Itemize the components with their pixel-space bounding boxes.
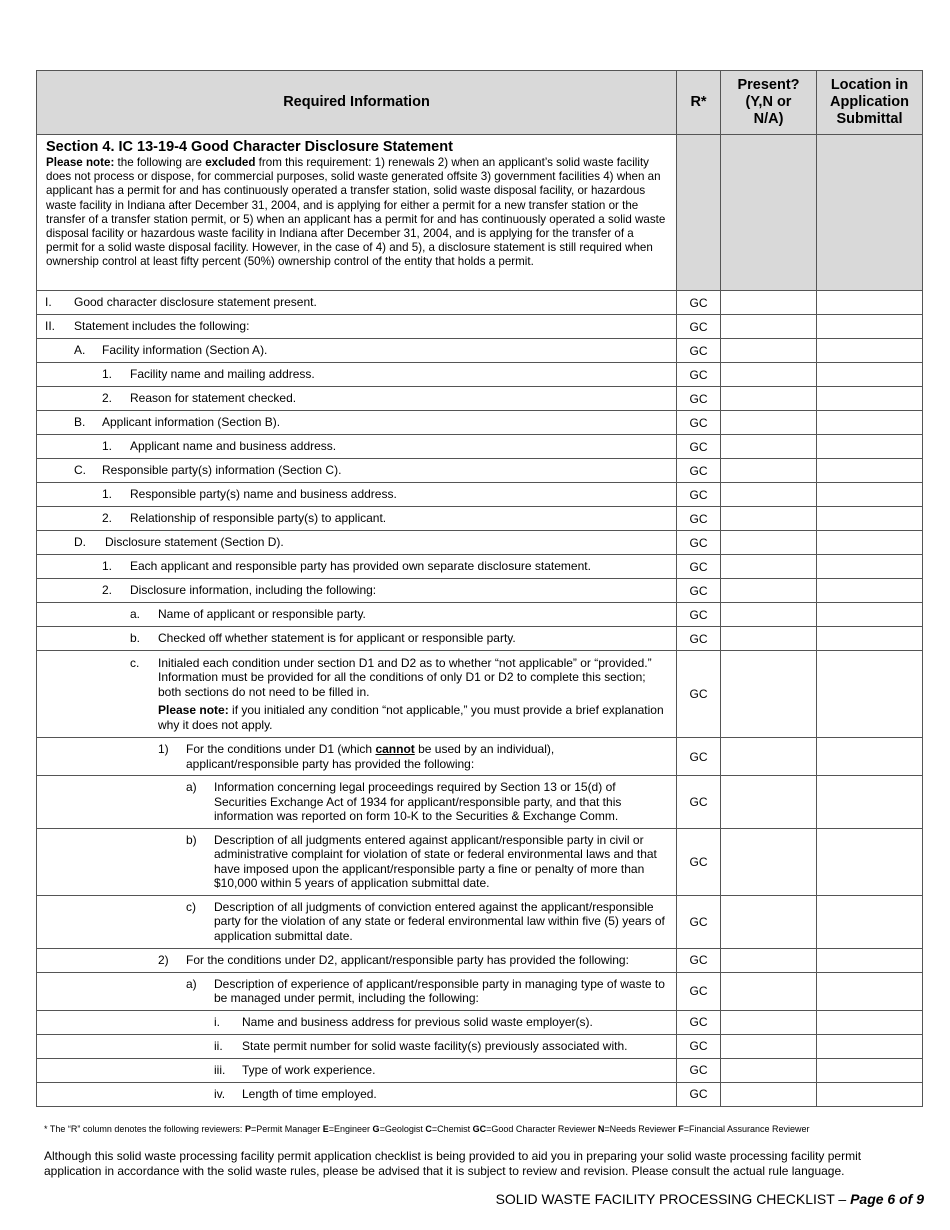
present-cell[interactable] — [721, 435, 817, 459]
header-row — [37, 71, 923, 135]
header-present: Present? (Y,N or N/A) — [721, 71, 817, 135]
table-row — [37, 363, 923, 387]
table-row — [37, 579, 923, 603]
item-label: b) — [186, 832, 197, 847]
present-cell[interactable] — [721, 651, 817, 738]
item-label: B. — [74, 415, 86, 430]
table-row — [37, 291, 923, 315]
present-cell[interactable] — [721, 1034, 817, 1058]
table-row — [37, 895, 923, 948]
item-text: Disclosure statement (Section D). — [105, 535, 284, 550]
item-text: Name of applicant or responsible party. — [158, 607, 366, 622]
present-cell[interactable] — [721, 315, 817, 339]
location-cell[interactable] — [817, 1082, 923, 1106]
reviewer-code: GC — [677, 627, 721, 651]
item-label: 1. — [102, 367, 113, 382]
table-row — [37, 483, 923, 507]
table-row — [37, 651, 923, 738]
location-cell[interactable] — [817, 531, 923, 555]
footnote-code: E — [322, 1124, 329, 1134]
reviewer-code: GC — [677, 895, 721, 948]
checklist-table — [36, 70, 923, 1107]
present-cell[interactable] — [721, 579, 817, 603]
section-note-b: from this requirement: 1) renewals 2) when an applicant’s solid waste facility does not process or dispose, for commercial purposes, solid waste generated offsite 3) government facilities 4) when an applicant has a permit for and has continuously operated a transfer station, solid waste disposal facility, or hazardous waste facility in Indiana after December 31, 2004, and is applying for either a permit for a new transfer station or the transfer of a transfer station permit, or 5) when an applicant has a permit for and has continuously operated a solid waste disposal facility or hazardous waste facility in Indiana after December 31, 2004, and is applying for the transfer of a permit for a solid waste disposal facility. However, in the case of 4) and 5), a disclosure statement is still required when ownership control at least fifty percent (50%) ownership control of the entity that holds a permit. — [46, 156, 666, 269]
location-cell[interactable] — [817, 948, 923, 972]
item-label: 1) — [158, 742, 169, 756]
reviewer-code: GC — [677, 738, 721, 776]
location-cell[interactable] — [817, 459, 923, 483]
present-cell[interactable] — [721, 483, 817, 507]
item-label: a) — [186, 976, 197, 991]
header-required-info: Required Information — [37, 71, 677, 135]
item-text-emphasis: cannot — [375, 742, 415, 756]
location-cell[interactable] — [817, 1034, 923, 1058]
footnote-desc: =Needs Reviewer — [604, 1124, 679, 1134]
item-label: 1. — [102, 559, 113, 574]
table-row — [37, 339, 923, 363]
reviewer-code: GC — [677, 1082, 721, 1106]
present-cell[interactable] — [721, 507, 817, 531]
table-row — [37, 555, 923, 579]
reviewer-code: GC — [677, 435, 721, 459]
item-label: b. — [130, 631, 141, 646]
item-text: Facility information (Section A). — [102, 343, 268, 358]
section-note-a: the following are — [114, 156, 206, 169]
page-number: Page 6 of 9 — [850, 1191, 924, 1207]
section-title: Section 4. IC 13-19-4 Good Character Disclosure Statement — [46, 139, 453, 155]
item-text: Checked off whether statement is for applicant or responsible party. — [158, 631, 516, 646]
reviewer-code: GC — [677, 651, 721, 738]
footer-title: SOLID WASTE FACILITY PROCESSING CHECKLIST – — [495, 1191, 851, 1207]
present-cell[interactable] — [721, 363, 817, 387]
item-note-label: Please note: — [158, 703, 229, 718]
item-text: Initialed each condition under section D1 and D2 as to whether “not applicable” or “provided.” Information must be provided for all the conditions of only D1 or D2 to complete this section; both sections do not need to be filled in. — [158, 655, 652, 699]
section-note-label: Please note: — [46, 156, 115, 169]
item-label: iii. — [214, 1062, 226, 1077]
section-row — [37, 135, 923, 291]
disclaimer: Although this solid waste processing facility permit application checklist is being provided to aid you in preparing your solid waste processing facility permit application in accordance with the solid waste rules, please be advised that it is subject to review and revision. Please consult the actual rule language. — [44, 1149, 862, 1178]
location-cell[interactable] — [817, 315, 923, 339]
location-cell[interactable] — [817, 579, 923, 603]
item-text: Description of all judgments of conviction entered against the applicant/responsible party for the violation of any state or federal environmental law within five (5) years of application submittal date. — [214, 899, 665, 943]
table-row — [37, 828, 923, 895]
section-cell — [37, 135, 677, 291]
table-row — [37, 411, 923, 435]
section-note-bold: excluded — [205, 156, 256, 169]
reviewer-code: GC — [677, 507, 721, 531]
item-text-b: be used by an individual), applicant/responsible party has provided the following: — [186, 742, 555, 771]
item-text: Type of work experience. — [242, 1062, 376, 1077]
reviewer-code: GC — [677, 387, 721, 411]
present-cell[interactable] — [721, 339, 817, 363]
location-cell[interactable] — [817, 651, 923, 738]
footnote-code: GC — [472, 1124, 487, 1134]
present-cell[interactable] — [721, 972, 817, 1010]
reviewer-code: GC — [677, 972, 721, 1010]
reviewer-code: GC — [677, 291, 721, 315]
footnote-desc: =Financial Assurance Reviewer — [683, 1124, 810, 1134]
item-label: 1. — [102, 439, 113, 454]
section-note — [46, 156, 668, 270]
location-cell[interactable] — [817, 291, 923, 315]
footnote-prefix: * The “R” column denotes the following reviewers: — [44, 1124, 245, 1134]
header-location: Location in Application Submittal — [817, 71, 923, 135]
table-row — [37, 315, 923, 339]
item-label: 2. — [102, 583, 113, 598]
table-row — [37, 1010, 923, 1034]
item-text-a: For the conditions under D1 (which — [186, 742, 376, 756]
location-cell[interactable] — [817, 895, 923, 948]
item-label: iv. — [214, 1086, 226, 1101]
item-text: Applicant name and business address. — [130, 439, 337, 454]
page-footer — [496, 1191, 924, 1207]
footnote-code: N — [597, 1124, 605, 1134]
item-label: i. — [214, 1014, 220, 1029]
item-label: 2. — [102, 511, 113, 526]
item-label: c. — [130, 655, 140, 670]
table-row — [37, 387, 923, 411]
present-cell[interactable] — [721, 291, 817, 315]
section-location-cell — [817, 135, 923, 291]
location-cell[interactable] — [817, 555, 923, 579]
item-label: ii. — [214, 1038, 223, 1053]
footnote-code: G — [372, 1124, 380, 1134]
reviewer-code: GC — [677, 603, 721, 627]
location-cell[interactable] — [817, 411, 923, 435]
footnote-code: P — [244, 1124, 251, 1134]
item-text: Good character disclosure statement present. — [74, 295, 317, 310]
table-row — [37, 531, 923, 555]
footnote-desc: =Chemist — [431, 1124, 473, 1134]
item-text: Disclosure information, including the following: — [130, 583, 377, 598]
present-cell[interactable] — [721, 895, 817, 948]
table-row — [37, 1034, 923, 1058]
table-row — [37, 776, 923, 829]
location-cell[interactable] — [817, 435, 923, 459]
item-text: Relationship of responsible party(s) to applicant. — [130, 511, 387, 526]
table-row — [37, 507, 923, 531]
item-text: Applicant information (Section B). — [102, 415, 281, 430]
location-cell[interactable] — [817, 507, 923, 531]
item-text: State permit number for solid waste facility(s) previously associated with. — [242, 1038, 628, 1053]
location-cell[interactable] — [817, 483, 923, 507]
reviewer-footnote — [44, 1124, 810, 1134]
reviewer-code: GC — [677, 483, 721, 507]
location-cell[interactable] — [817, 1010, 923, 1034]
present-cell[interactable] — [721, 828, 817, 895]
reviewer-code: GC — [677, 1034, 721, 1058]
item-text: Responsible party(s) name and business address. — [130, 487, 397, 502]
item-text: Statement includes the following: — [74, 319, 250, 334]
footnote-desc: =Engineer — [328, 1124, 373, 1134]
present-cell[interactable] — [721, 1010, 817, 1034]
reviewer-code: GC — [677, 531, 721, 555]
table-row — [37, 627, 923, 651]
reviewer-code: GC — [677, 411, 721, 435]
location-cell[interactable] — [817, 339, 923, 363]
item-label: D. — [74, 535, 86, 550]
reviewer-code: GC — [677, 315, 721, 339]
reviewer-code: GC — [677, 555, 721, 579]
table-row — [37, 435, 923, 459]
location-cell[interactable] — [817, 603, 923, 627]
table-row — [37, 738, 923, 776]
present-cell[interactable] — [721, 555, 817, 579]
item-text: Name and business address for previous solid waste employer(s). — [242, 1014, 593, 1029]
reviewer-code: GC — [677, 459, 721, 483]
item-note-text: if you initialed any condition “not applicable,” you must provide a brief explanation why it does not apply. — [158, 703, 664, 732]
reviewer-code: GC — [677, 339, 721, 363]
location-cell[interactable] — [817, 776, 923, 829]
item-label: 1. — [102, 487, 113, 502]
table-row — [37, 972, 923, 1010]
item-label: I. — [45, 295, 52, 310]
item-text: For the conditions under D2, applicant/responsible party has provided the following: — [186, 952, 629, 967]
reviewer-code: GC — [677, 363, 721, 387]
item-text: Responsible party(s) information (Section C). — [102, 463, 342, 478]
table-row — [37, 603, 923, 627]
item-text: Information concerning legal proceedings required by Section 13 or 15(d) of Securities Exchange Act of 1934 for applicant/responsible party, and that this information was reported on form 10-K to the Securities & Exchange Comm. — [214, 780, 622, 823]
present-cell[interactable] — [721, 531, 817, 555]
item-text: Reason for statement checked. — [130, 391, 297, 406]
reviewer-code: GC — [677, 1058, 721, 1082]
item-label: a) — [186, 780, 197, 794]
present-cell[interactable] — [721, 627, 817, 651]
present-cell[interactable] — [721, 738, 817, 776]
present-cell[interactable] — [721, 459, 817, 483]
reviewer-code: GC — [677, 579, 721, 603]
footnote-code: F — [678, 1124, 684, 1134]
reviewer-code: GC — [677, 1010, 721, 1034]
item-text: Facility name and mailing address. — [130, 367, 315, 382]
reviewer-code: GC — [677, 776, 721, 829]
table-row — [37, 459, 923, 483]
footnote-desc: =Permit Manager — [250, 1124, 323, 1134]
reviewer-code: GC — [677, 948, 721, 972]
present-cell[interactable] — [721, 387, 817, 411]
item-text: Length of time employed. — [242, 1086, 377, 1101]
item-label: c) — [186, 899, 196, 914]
table-row — [37, 948, 923, 972]
present-cell[interactable] — [721, 948, 817, 972]
footnote-desc: =Good Character Reviewer — [486, 1124, 598, 1134]
present-cell[interactable] — [721, 411, 817, 435]
item-text: Each applicant and responsible party has provided own separate disclosure statement. — [130, 559, 591, 574]
location-cell[interactable] — [817, 738, 923, 776]
reviewer-code: GC — [677, 828, 721, 895]
item-label: C. — [74, 463, 86, 478]
table-row — [37, 1058, 923, 1082]
item-note — [158, 703, 670, 732]
footnote-desc: =Geologist — [379, 1124, 426, 1134]
item-label: II. — [45, 319, 56, 334]
item-label: 2. — [102, 391, 113, 406]
header-r: R* — [677, 71, 721, 135]
footnote-code: C — [425, 1124, 432, 1134]
location-cell[interactable] — [817, 972, 923, 1010]
location-cell[interactable] — [817, 828, 923, 895]
item-label: 2) — [158, 952, 169, 967]
present-cell[interactable] — [721, 776, 817, 829]
item-label: a. — [130, 607, 141, 622]
location-cell[interactable] — [817, 627, 923, 651]
section-r-cell — [677, 135, 721, 291]
item-text: Description of all judgments entered against applicant/responsible party in civil or administrative complaint for violation of state or federal environmental laws and that have imposed upon the applicant/responsible party a fine or penalty of more than $10,000 within 5 years of application submittal date. — [214, 832, 657, 890]
item-text: Description of experience of applicant/responsible party in managing type of waste to be managed under permit, including the following: — [214, 976, 665, 1005]
table-row — [37, 1082, 923, 1106]
item-label: A. — [74, 343, 86, 358]
location-cell[interactable] — [817, 363, 923, 387]
section-present-cell — [721, 135, 817, 291]
present-cell[interactable] — [721, 603, 817, 627]
location-cell[interactable] — [817, 1058, 923, 1082]
present-cell[interactable] — [721, 1082, 817, 1106]
present-cell[interactable] — [721, 1058, 817, 1082]
location-cell[interactable] — [817, 387, 923, 411]
